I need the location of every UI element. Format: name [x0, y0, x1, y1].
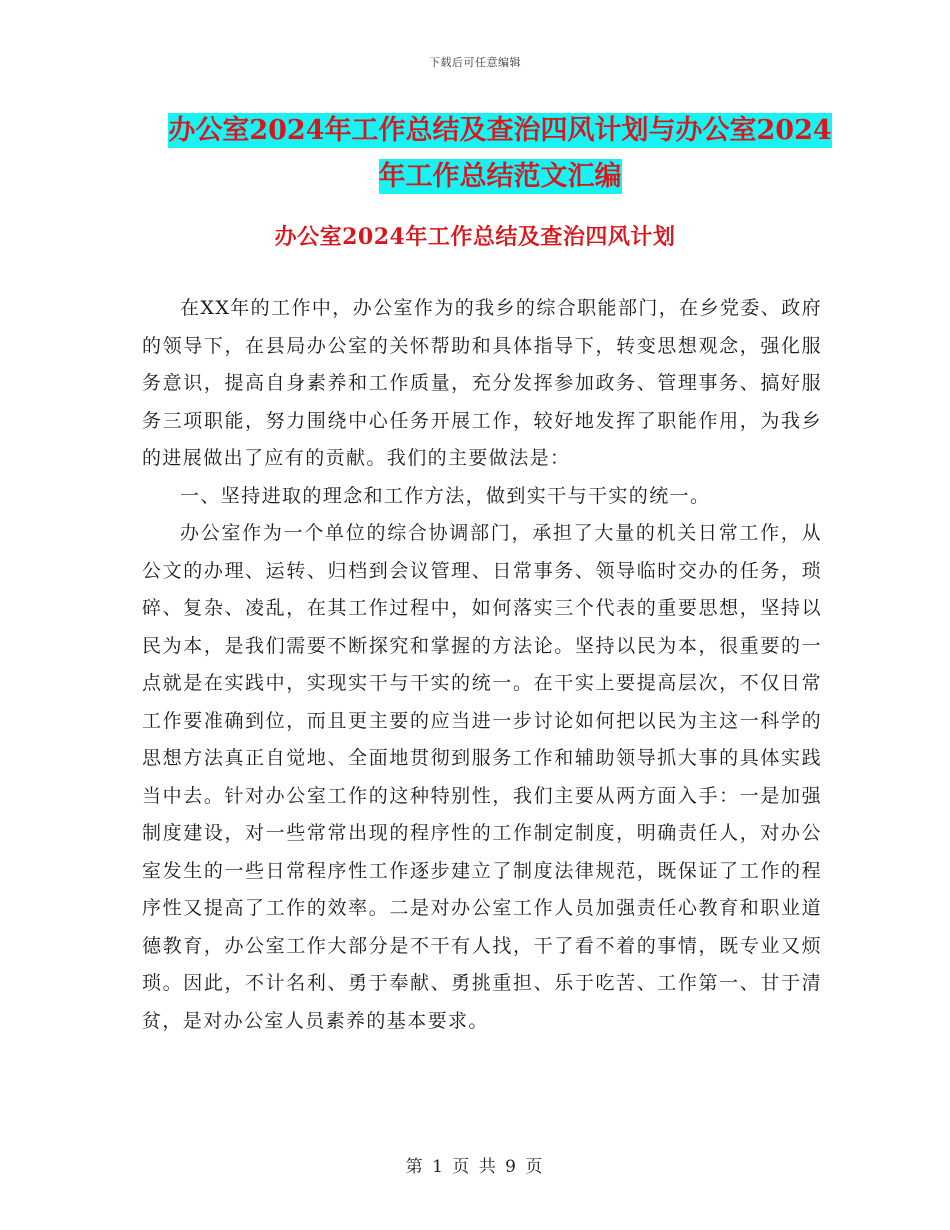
section-title: 办公室2024年工作总结及查治四风计划 — [274, 224, 676, 250]
document-title-line-2: 年工作总结范文汇编 — [378, 161, 622, 192]
paragraph-intro: 在XX年的工作中，办公室作为的我乡的综合职能部门，在乡党委、政府的领导下，在县局办公室的关怀帮助和具体指导下，转变思想观念，强化服务意识，提高自身素养和工作质量，充分发挥参加政务、管理事务、搞好服务三项职能，努力围绕中心任务开展工作，较好地发挥了职能作用，为我乡的进展做出了应有的贡献。我们的主要做法是： — [142, 297, 822, 469]
header-note: 下载后可任意编辑 — [429, 56, 521, 69]
paragraph-body: 办公室作为一个单位的综合协调部门，承担了大量的机关日常工作，从公文的办理、运转、归档到会议管理、日常事务、领导临时交办的任务，琐碎、复杂、凌乱，在其工作过程中，如何落实三个代表的重要思想，坚持以民为本，是我们需要不断探究和掌握的方法论。坚持以民为本，很重要的一点就是在实践中，实现实干与干实的统一。在干实上要提高层次，不仅日常工作要准确到位，而且更主要的应当进一步讨论如何把以民为主这一科学的思想方法真正自觉地、全面地贯彻到服务工作和辅助领导抓大事的具体实践当中去。针对办公室工作的这种特别性，我们主要从两方面入手：一是加强制度建设，对一些常常出现的程序性的工作制定制度，明确责任人，对办公室发生的一些日常程序性工作逐步建立了制度法律规范，既保证了工作的程序性又提高了工作的效率。二是对办公室工作人员加强责任心教育和职业道德教育，办公室工作大部分是不干有人找，干了看不着的事情，既专业又烦琐。因此，不计名利、勇于奉献、勇挑重担、乐于吃苦、工作第一、甘于清贫，是对办公室人员素养的基本要求。 — [142, 522, 822, 1032]
page-number-footer: 第 1 页 共 9 页 — [405, 1157, 545, 1177]
document-title-line-1: 办公室2024年工作总结及查治四风计划与办公室2024 — [168, 115, 832, 146]
document-title — [140, 108, 860, 200]
body-text — [142, 290, 822, 1040]
paragraph-heading-1: 一、坚持进取的理念和工作方法，做到实干与干实的统一。 — [180, 484, 711, 507]
